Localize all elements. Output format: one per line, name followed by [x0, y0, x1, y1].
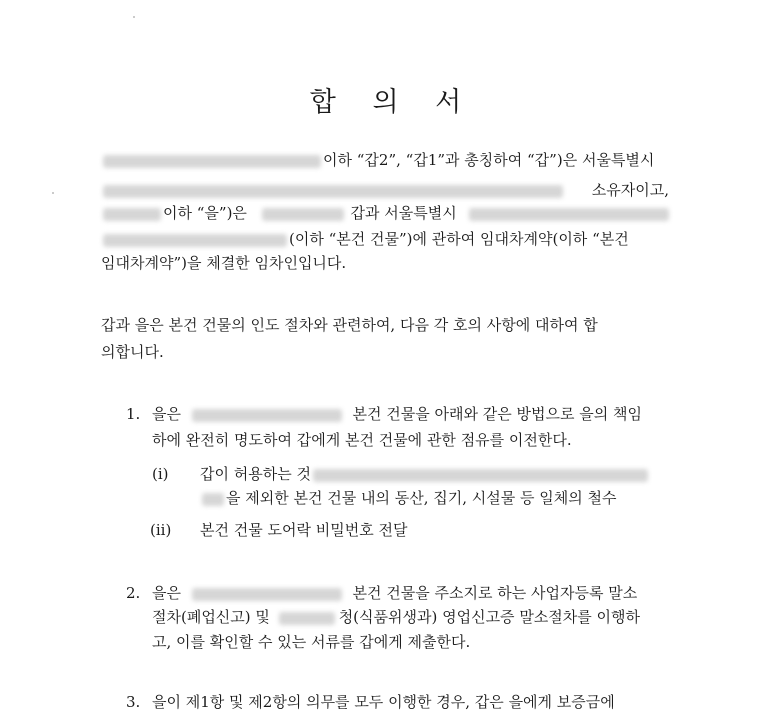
- item-1-sub-i-number: (i): [152, 465, 169, 483]
- preamble-line-1-text: 이하 “갑2”, “갑1”과 총칭하여 “갑”)은 서울특별시: [323, 151, 655, 169]
- item-1-sub-i-line-2: [200, 488, 617, 508]
- item-1-sub-i-text: 갑이 허용하는 것: [200, 465, 311, 483]
- item-1-line-1-a: 을은: [152, 405, 181, 423]
- item-3-number: 3.: [126, 693, 141, 711]
- item-1-sub-ii-line-1: 본건 건물 도어락 비밀번호 전달: [200, 521, 408, 539]
- scan-speck: [133, 16, 135, 18]
- preamble-line-2: [101, 180, 669, 200]
- preamble-line-5-text: 임대차계약”)을 체결한 임차인입니다.: [101, 254, 347, 272]
- item-1-sub-i-line-1: [200, 464, 650, 484]
- redacted-block: [192, 588, 342, 601]
- item-2-number: 2.: [126, 584, 141, 602]
- item-1-sub-ii-number: (ii): [150, 521, 172, 539]
- item-1-sub-i-text-2: 을 제외한 본건 건물 내의 동산, 집기, 시설물 등 일체의 철수: [226, 489, 617, 507]
- item-2-line-2-a: 절차(폐업신고) 및: [152, 608, 270, 626]
- preamble-line-2-text: 소유자이고,: [591, 181, 669, 199]
- preamble-line-3-b: 갑과 서울특별시: [350, 204, 457, 222]
- item-1-line-1-b: 본건 건물을 아래와 같은 방법으로 을의 책임: [352, 405, 642, 423]
- redacted-block: [103, 208, 161, 221]
- item-1-number: 1.: [126, 405, 141, 423]
- item-2-line-2-b: 청(식품위생과) 영업신고증 말소절차를 이행하: [338, 608, 641, 626]
- item-2-line-1-b: 본건 건물을 주소지로 하는 사업자등록 말소: [352, 584, 638, 602]
- preamble-line-5: [101, 253, 346, 273]
- redacted-block: [313, 469, 648, 482]
- redacted-block: [103, 234, 287, 247]
- item-2-line-1-a: 을은: [152, 584, 181, 602]
- preamble-line-1: [101, 150, 669, 170]
- scan-speck: [52, 192, 54, 194]
- item-2-line-1: [152, 583, 669, 603]
- item-3-line-1: 을이 제1항 및 제2항의 의무를 모두 이행한 경우, 갑은 을에게 보증금에: [152, 693, 615, 711]
- redacted-block: [103, 185, 563, 198]
- preamble-line-4-text: (이하 “본건 건물”)에 관하여 임대차계약(이하 “본건: [289, 230, 629, 248]
- redacted-block: [262, 208, 344, 221]
- intro-line-2: 의합니다.: [101, 343, 164, 361]
- item-1-line-2: 하에 완전히 명도하여 갑에게 본건 건물에 관한 점유를 이전한다.: [152, 431, 572, 449]
- item-2-line-3: 고, 이를 확인할 수 있는 서류를 갑에게 제출한다.: [152, 633, 471, 651]
- redacted-block: [202, 493, 224, 506]
- item-2-line-2: [152, 607, 669, 627]
- preamble-line-3: [101, 203, 669, 223]
- redacted-block: [279, 612, 335, 625]
- document-title: 합 의 서: [309, 87, 476, 118]
- intro-line-1: 갑과 을은 본건 건물의 인도 절차와 관련하여, 다음 각 호의 사항에 대하여 합: [101, 316, 598, 334]
- redacted-block: [103, 155, 321, 168]
- preamble-line-3-a: 이하 “을”)은: [163, 204, 247, 222]
- redacted-block: [469, 208, 669, 221]
- preamble-line-4: [101, 229, 669, 249]
- redacted-block: [192, 409, 342, 422]
- item-1-line-1: [152, 404, 669, 424]
